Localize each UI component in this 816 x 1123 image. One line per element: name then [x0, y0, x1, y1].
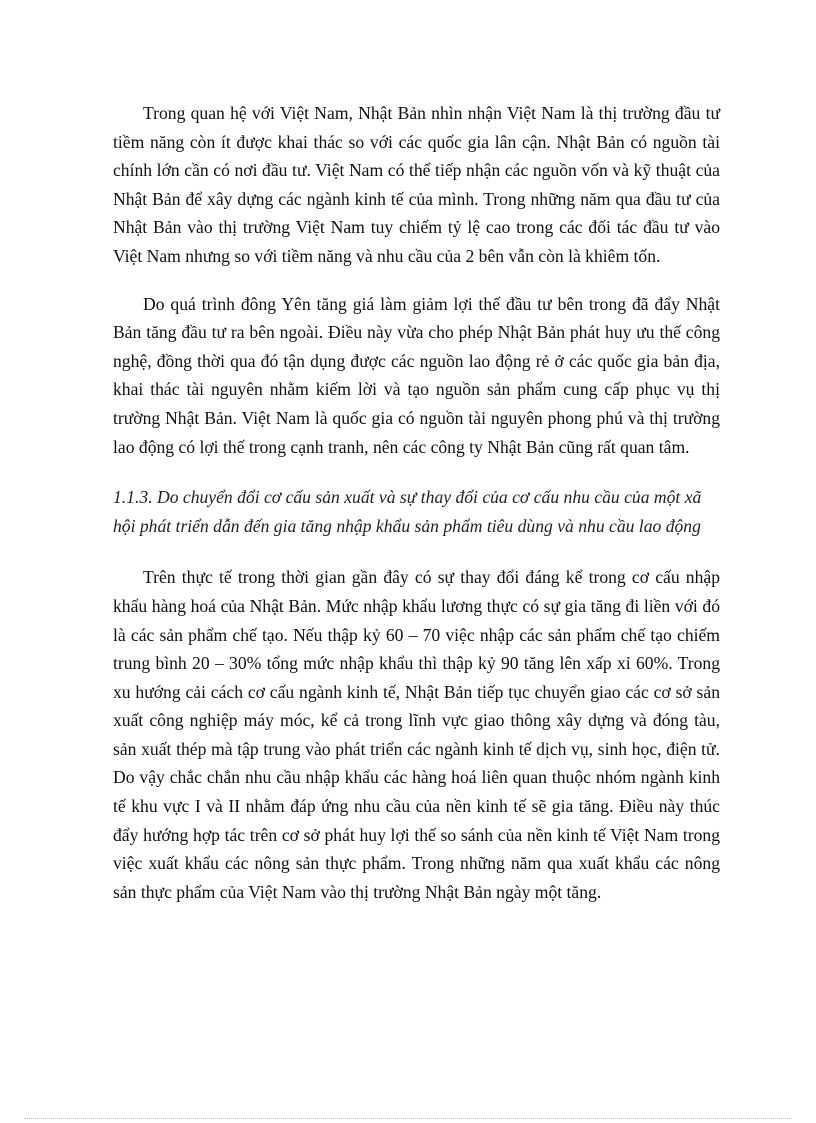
- paragraph-japan-view-vietnam-investment: Trong quan hệ với Việt Nam, Nhật Bản nhìn nhận Việt Nam là thị trường đầu tư tiềm năng còn ít được khai thác so với các quốc gia lân cận. Nhật Bản có nguồn tài chính lớn cần có nơi đầu tư. Việt Nam có thể tiếp nhận các nguồn vốn và kỹ thuật của Nhật Bản để xây dựng các ngành kinh tế của mình. Trong những năm qua đầu tư của Nhật Bản vào thị trường Việt Nam tuy chiếm tỷ lệ cao trong các đối tác đầu tư vào Việt Nam nhưng so với tiềm năng và nhu cầu của 2 bên vẫn còn là khiêm tốn.: [113, 103, 720, 266]
- page-bottom-divider: [24, 1118, 792, 1119]
- section-heading-1-1-3: 1.1.3. Do chuyển đổi cơ cấu sản xuất và sự thay đổi của cơ cấu nhu cầu của một xã hội phát triển dẫn đến gia tăng nhập khẩu sản phẩm tiêu dùng và nhu cầu lao động: [113, 487, 702, 536]
- paragraph-import-structure-change: Trên thực tế trong thời gian gần đây có sự thay đổi đáng kể trong cơ cấu nhập khẩu hàng hoá của Nhật Bản. Mức nhập khẩu lương thực có sự gia tăng đi liền với đó là các sản phẩm chế tạo. Nếu thập kỷ 60 – 70 việc nhập các sản phẩm chế tạo chiếm trung bình 20 – 30% tổng mức nhập khẩu thì thập kỷ 90 tăng lên xấp xỉ 60%. Trong xu hướng cải cách cơ cấu ngành kinh tế, Nhật Bản tiếp tục chuyển giao các cơ sở sản xuất công nghiệp máy móc, kể cả trong lĩnh vực giao thông xây dựng và đóng tàu, sản xuất thép mà tập trung vào phát triển các ngành kinh tế dịch vụ, sinh học, điện tử. Do vậy chắc chắn nhu cầu nhập khẩu các hàng hoá liên quan thuộc nhóm ngành kinh tế khu vực I và II nhằm đáp ứng nhu cầu của nền kinh tế sẽ gia tăng. Điều này thúc đẩy hướng hợp tác trên cơ sở phát huy lợi thế so sánh của nền kinh tế Việt Nam trong việc xuất khẩu các nông sản thực phẩm. Trong những năm qua xuất khẩu các nông sản thực phẩm của Việt Nam vào thị trường Nhật Bản ngày một tăng.: [113, 567, 720, 902]
- document-body: [113, 99, 720, 906]
- paragraph-yen-appreciation: Do quá trình đông Yên tăng giá làm giảm lợi thế đầu tư bên trong đã đẩy Nhật Bản tăng đầu tư ra bên ngoài. Điều này vừa cho phép Nhật Bản phát huy ưu thế công nghệ, đồng thời qua đó tận dụng được các nguồn lao động rẻ ở các quốc gia bản địa, khai thác tài nguyên nhằm kiếm lời và tạo nguồn sản phẩm cung cấp phục vụ thị trường Nhật Bản. Việt Nam là quốc gia có nguồn tài nguyên phong phú và thị trường lao động có lợi thế trong cạnh tranh, nên các công ty Nhật Bản cũng rất quan tâm.: [113, 293, 720, 457]
